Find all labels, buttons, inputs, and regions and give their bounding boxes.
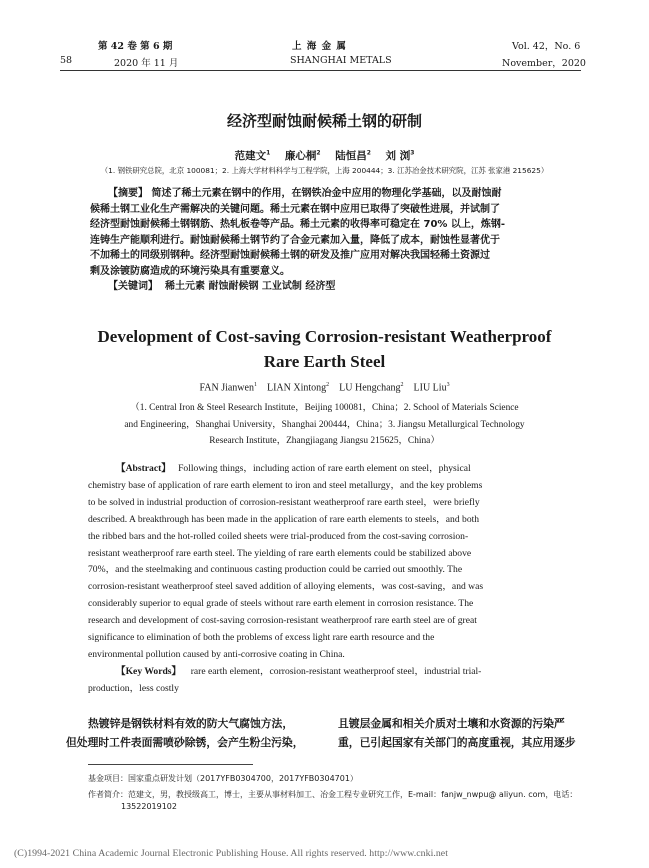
footnote: 基金项目：国家重点研发计划（2017YFB0304700，2017YFB0304701） 作者简介：范建文，男，教授级高工，博士，主要从事材料加工、冶金工程专业研究工作，E-mail：fanjw_nwpu@ aliyun. com，电话： 13522019102	[88, 774, 578, 811]
abstract-en-label: 【Abstract】	[116, 463, 171, 474]
author-cn: 刘 浏	[385, 150, 411, 162]
header-date-en: November，2020	[502, 58, 586, 69]
body-left-column: 热镀锌是钢铁材料有效的防大气腐蚀方法， 但处理时工件表面需喷砂除锈，会产生粉尘污染，	[66, 717, 304, 749]
footnote-rule	[88, 764, 253, 765]
copyright-notice: (C)1994-2021 China Academic Journal Electronic Publishing House. All rights reserved. http://www.cnki.net	[14, 848, 448, 859]
author-en: LIU Liu	[413, 382, 447, 394]
title-en: Development of Cost-saving Corrosion-resistant Weatherproof Rare Earth Steel	[97, 327, 552, 371]
title-cn: 经济型耐蚀耐候稀土钢的研制	[226, 112, 422, 130]
keywords-en-cont: production，less costly	[88, 682, 179, 694]
authors-en: FAN Jianwen$^1$ LIAN Xintong$^2$ LU Hengchang$^2$ LIU Liu$^3$	[199, 382, 450, 394]
author-cn: 范建文	[234, 150, 267, 162]
keywords-cn-label: 【关键词】	[108, 281, 158, 292]
affiliations-cn: （1. 钢铁研究总院，北京 100081；2. 上海大学材料科学与工程学院，上海 200444；3. 江苏冶金技术研究院，江苏 张家港 215625）	[100, 166, 549, 175]
author-cn: 陆恒昌	[335, 150, 367, 162]
header-journal-cn: 上 海 金 属	[292, 41, 347, 52]
header-volume-en: Vol. 42，No. 6	[512, 41, 581, 52]
header-rule	[60, 70, 581, 71]
affiliations-en: （1. Central Iron & Steel Research Institute，Beijing 100081，China；2. School of Materials Science and Engineering，Shanghai University，Shanghai 200444，China；3. Jiangsu Metallurgical Technology Research Institute，Zhangjiagang Jiangsu 215625，China）	[124, 403, 525, 446]
author-en: LIAN Xintong	[266, 382, 327, 394]
author-en: LU Hengchang	[339, 382, 401, 394]
header-date-cn: 2020 年 11 月	[114, 58, 179, 69]
authors-cn: 范建文$^1$ 廉心桐$^2$ 陆恒昌$^2$ 刘 浏$^3$	[234, 149, 415, 162]
abstract-en: 【Abstract】 Following things，including action of rare earth element on steel，physical chemistry base of application of rare earth element to iron and steel metallurgy，and the key problems to be solved in industrial production of corrosion-resistant weatherproof rare earth steel，were briefly described. A breakthrough has been made in the application of rare earth elements to steels，and both the ribbed bars and the hot-rolled coiled sheets were trial-produced from the cost-saving corrosion- resistant weatherproof rare earth steel. The yielding of rare earth elements could be stabilized above 70%，and the steelmaking and continuous casting production could be carried out smoothly. The corrosion-resistant weatherproof steel saved addition of alloying elements，was cost-saving，and was considerably superior to equal grade of steels without rare earth element in corrosion resistance. The research and development of cost-saving corrosion-resistant weatherproof rare earth steel are of great significance to elimination of both the problems of excess light rare earth resource and the environmental pollution caused by anti-corrosive coating in China. 【Key Words】 rare earth element，corrosion-resistant weatherproof steel，industrial trial- production，less costly	[88, 461, 561, 698]
abstract-cn: 【摘要】 简述了稀土元素在钢中的作用，在钢铁冶金中应用的物理化学基础，以及耐蚀耐 候稀土钢工业化生产需解决的关键问题。稀土元素在钢中应用已取得了突破性进展，并试制了 经济型耐蚀耐候稀土钢钢筋、热轧板卷等产品。稀土元素的收得率可稳定在 70% 以上，炼钢- 连铸生产能顺利进行。耐蚀耐候稀土钢节约了合金元素加入量，降低了成本，耐蚀性显著优于 不加稀土的同级别钢种。经济型耐蚀耐候稀土钢的研发及推广应用对解决我国轻稀土资源过 剩及涂镀防腐造成的环境污染具有重要意义。 【关键词】 稀土元素 耐蚀耐候钢 工业试制 经济型	[90, 188, 506, 292]
keywords-en-label: 【Key Words】	[116, 665, 182, 677]
footnote-fund: 基金项目：国家重点研发计划（2017YFB0304700，2017YFB0304701）	[88, 774, 358, 783]
body-right-column: 且镀层金属和相关介质对土壤和水资源的污染严 重，已引起国家有关部门的高度重视，其应用逐步	[338, 717, 576, 749]
header-volume-cn: 第 42 卷 第 6 期	[98, 41, 173, 52]
header-journal-en: SHANGHAI METALS	[290, 55, 392, 66]
abstract-cn-label: 【摘要】	[108, 188, 148, 199]
page-number: 58	[60, 55, 73, 66]
keywords-cn: 稀土元素 耐蚀耐候钢 工业试制 经济型	[164, 281, 336, 292]
keywords-en: rare earth element，corrosion-resistant weatherproof steel，industrial trial-	[190, 665, 482, 677]
footnote-author: 作者简介：范建文，男，教授级高工，博士，主要从事材料加工、冶金工程专业研究工作，E-mail：fanjw_nwpu@ aliyun. com，电话：	[88, 790, 578, 799]
author-cn: 廉心桐	[284, 150, 317, 162]
author-en: FAN Jianwen	[199, 382, 254, 394]
